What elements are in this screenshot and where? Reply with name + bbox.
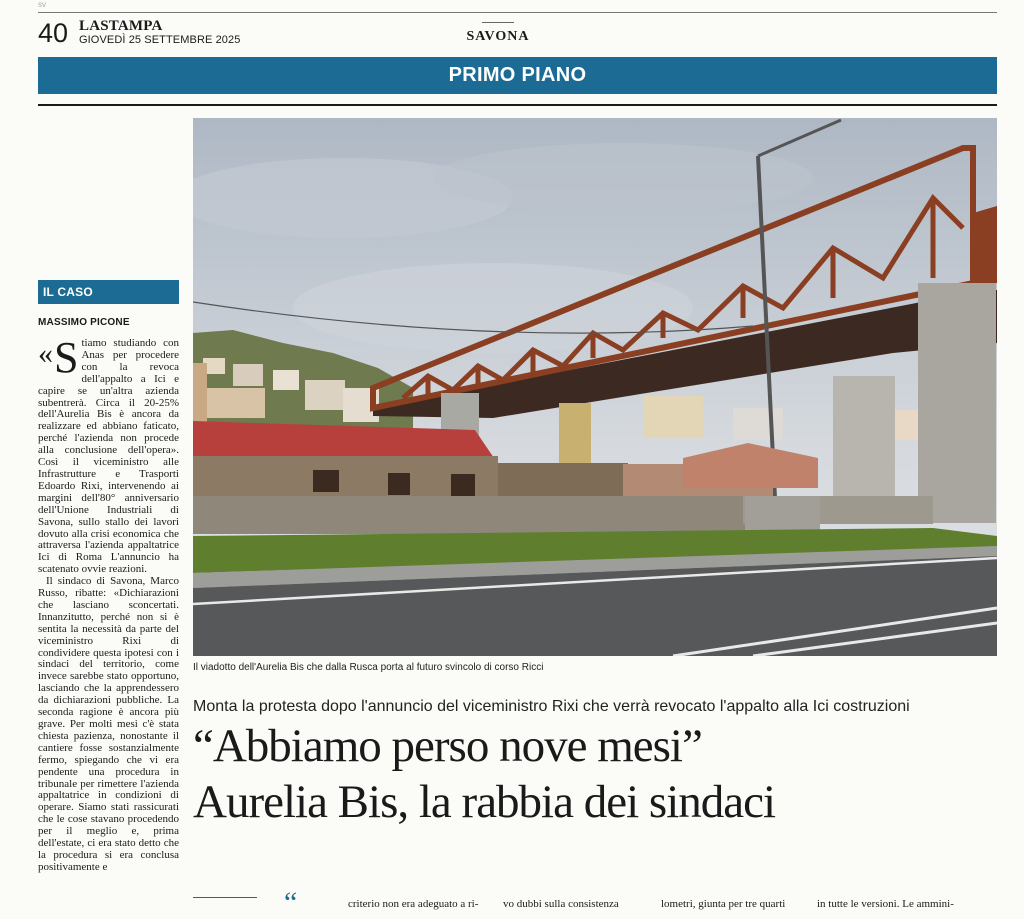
column-text-2: vo dubbi sulla consistenza (503, 898, 619, 910)
issue-date: GIOVEDÌ 25 SETTEMBRE 2025 (79, 34, 241, 46)
column-text-1: criterio non era adeguato a ri- (348, 898, 479, 910)
section-title: PRIMO PIANO (448, 64, 587, 86)
section-banner (38, 57, 997, 94)
drop-cap: S (54, 333, 79, 382)
city-rule (482, 22, 514, 23)
article-paragraph (38, 576, 179, 874)
top-rule (38, 12, 997, 13)
headline-line-2: Aurelia Bis, la rabbia dei sindaci (193, 776, 776, 828)
masthead-logo: LASTAMPA (79, 18, 163, 34)
column-rule (193, 897, 257, 898)
headline-kicker: Monta la protesta dopo l'annuncio del viceministro Rixi che verrà revocato l'appalto alla Ici costruzioni (193, 698, 910, 715)
column-text-3: lometri, giunta per tre quarti (661, 898, 786, 910)
pull-quote-mark: “ (284, 886, 298, 919)
article-paragraph (38, 333, 179, 576)
section-rule (38, 104, 997, 106)
page-code: SV (38, 3, 47, 9)
viaduct-photo (193, 118, 997, 656)
paragraph-1-text: tiamo studiando con Anas per procedere con la revoca dell'appalto a Ici e capire se un'altra azienda subentrerà. Circa il 20-25% dell'Aurelia Bis è ancora da realizzare ed abbiano faticato, perché l'azienda non procede alla conclusione dell'opera». Così il viceministro alle Infrastrutture e Trasporti Edoardo Rixi, intervenendo ai margini dell'80° anniversario dell'Unione Industriali di Savona, sullo stallo dei lavori dovuto alla crisi economica che attraversa l'azienda appaltatrice Ici di Roma L'annuncio ha scatenato ovvie reazioni. (38, 337, 179, 576)
city-edition: SAVONA (466, 29, 530, 44)
article-tag-label: IL CASO (43, 285, 93, 299)
viaduct-illustration (193, 118, 997, 656)
paragraph-2-text: Il sindaco di Savona, Marco Russo, ribatte: «Dichiarazioni che lasciano sconcertati. Innanzitutto, perché non si è sentita la necessità da parte del viceministro Rixi di condividere questa ipotesi con i sindaci del territorio, come invece sarebbe stato opportuno, lasciando che la apprendessero da dichiarazioni pubbliche. La seconda ragione è ancora più grave. Per molti mesi c'è stata chiesta pazienza, nonostante il cantiere fosse sostanzialmente fermo, spiegando che vi era pendente una procedura in tribunale per rimettere l'azienda appaltatrice in condizioni di operare. Siamo stati rassicurati che le cose stavano procedendo per il meglio e, prima dell'estate, ci era stato detto che la procedura si era conclusa positivamente e (38, 575, 179, 873)
headline-line-1: “Abbiamo perso nove mesi” (193, 720, 702, 772)
photo-caption: Il viadotto dell'Aurelia Bis che dalla Rusca porta al futuro svincolo di corso Ricci (193, 662, 544, 673)
column-text-4: in tutte le versioni. Le ammini- (817, 898, 954, 910)
article-author: MASSIMO PICONE (38, 317, 130, 328)
article-body (38, 333, 179, 874)
article-tag (38, 280, 179, 304)
open-quote: « (38, 337, 53, 370)
page-number: 40 (38, 18, 69, 48)
